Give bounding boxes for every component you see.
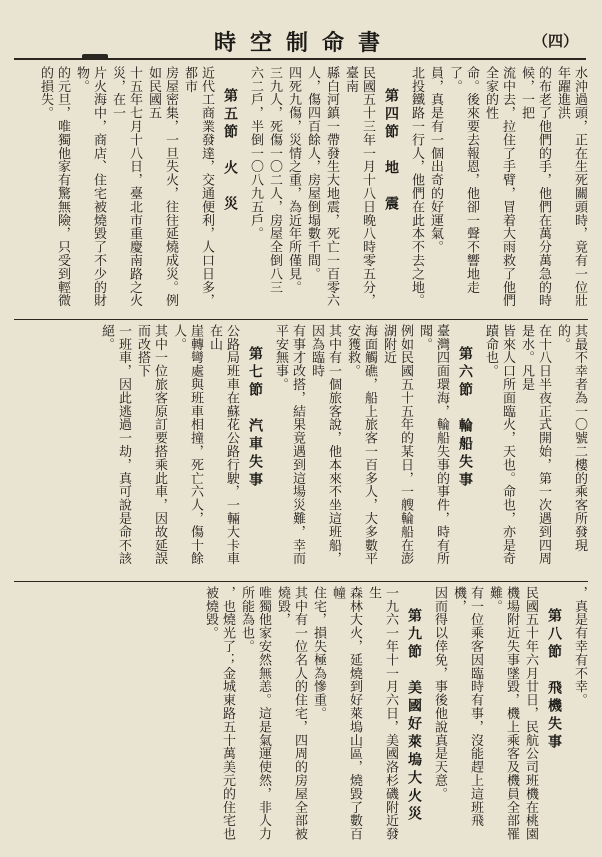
text-column: 民國五十三年一月十八日晚八時零五分，臺南 [343, 66, 375, 308]
text-column: 例如民國五十五年的某日，一艘輪船在澎湖附近 [381, 324, 413, 566]
text-column: 縣白河鎮一帶發生大地震，死亡一百零六 [324, 66, 339, 308]
text-column: 公路局班車在蘇花公路行駛，一輛大卡車在山 [207, 324, 239, 566]
text-column: 森林大火，延燒到好萊塢山區，燒毀了數百幢 [330, 586, 362, 841]
text-column: 其中有一位名人的住宅，四周的房屋全部被燒毀， [275, 586, 307, 841]
text-column: 機場附近失事墜毀，機上乘客及機員全部罹難。 [487, 586, 519, 841]
band-divider [14, 319, 588, 320]
text-column: 的布老了他們的手，他們在萬分萬急的時候，一把 [519, 66, 551, 308]
text-column: 住宅，損失極為慘重。 [311, 586, 326, 720]
text-column: 員，真是有一個出奇的好運氣。 [428, 66, 443, 254]
section-heading: 第七節 汽車失事 [247, 346, 263, 490]
text-column: 一九六一年十一月六日，美國洛杉磯附近發生 [366, 586, 398, 841]
running-title: 時空制命書 [214, 30, 395, 56]
text-column: 因而得以倖免，事後他說真是天意。 [432, 586, 447, 801]
text-column: 的元旦，唯獨他家有驚無險，只受到輕微的損失。 [38, 66, 70, 308]
page-number: （四） [532, 32, 578, 50]
ornament-bar [82, 54, 108, 60]
text-column: 房屋密集，一旦失火，往往延燒成災。例如民國五 [146, 66, 178, 308]
text-column: 人，傷四百餘人，房屋倒塌數千間。 [305, 66, 320, 281]
text-column: ，也燒光了；金城東路五十萬美元的住宅也被燒毀。 [203, 586, 235, 841]
text-column: 有一位乘客因臨時有事，沒能趕上這班飛機， [451, 586, 483, 828]
section-heading: 第四節 地 震 [383, 88, 399, 214]
text-column: 片火海中，商店、住宅被燒毀了不少的財物。 [74, 66, 106, 308]
text-column: 在十八日半夜正式開始，第一次遇到四周是水。凡是 [519, 324, 551, 566]
text-band-middle [14, 324, 588, 576]
text-column: 六二戶，半倒一〇八九五戶。 [248, 66, 263, 241]
text-column: ，真是有幸有不幸。 [572, 586, 587, 707]
text-column: 其最不幸者為一〇號二樓的乘客所發現的。 [555, 324, 587, 552]
text-column: 十五年七月十八日，臺北市重慶南路之火災，在一 [110, 66, 142, 308]
text-column: 其中有一個旅客說，他本來不坐這班船，因為臨時 [309, 324, 341, 566]
text-column: 唯獨他家安然無恙。這是氣運使然，非人力所能為也。 [239, 586, 271, 841]
text-column: 北投鐵路一行人，他們在此本不去之地。 [409, 66, 424, 308]
text-column: 海面觸礁，船上旅客一百多人，大多數平安獲救。 [345, 324, 377, 566]
text-column: 三九人，死傷一〇二人，房屋全倒八三 [267, 66, 282, 294]
section-heading: 第八節 飛機失事 [546, 608, 562, 752]
text-band-top [14, 66, 588, 314]
band-divider [14, 581, 588, 582]
section-heading: 第五節 火 災 [222, 88, 238, 214]
text-column: 一班車，因此逃過一劫，真可說是命不該絕。 [99, 324, 131, 566]
text-column: 有事才改搭，結果竟遇到這場災難，幸而平安無事。 [273, 324, 305, 566]
text-column: 命。後來要去報恩，他卻一聲不響地走了。 [447, 66, 479, 294]
text-column: 民國五十年六月廿日，民航公司班機在桃園 [523, 586, 538, 841]
text-column: 流中去，拉住了手臂，冒着大雨救了他們全家的性 [483, 66, 515, 308]
section-heading: 第六節 輪船失事 [457, 346, 473, 490]
text-column: 臺灣四面環海，輪船失事的事件，時有所聞。 [417, 324, 449, 566]
text-column: 其中一位旅客原訂要搭乘此車，因故延誤而改搭下 [135, 324, 167, 566]
text-band-bottom [14, 586, 588, 848]
text-column: 水沖過頭，正在生死關頭時，竟有一位壯年躍進洪 [555, 66, 587, 308]
text-column: 崖轉彎處與班車相撞，死亡六人，傷十餘人。 [171, 324, 203, 566]
text-column: 皆來人口所面臨火，天也。命也，亦是奇蹟命也。 [483, 324, 515, 566]
text-column: 四死九傷，災情之重，為近年所僅見。 [286, 66, 301, 294]
section-heading: 第九節 美國好萊塢大火災 [406, 608, 422, 824]
text-column: 近代工商業發達，交通便利，人口日多，都市 [182, 66, 214, 308]
